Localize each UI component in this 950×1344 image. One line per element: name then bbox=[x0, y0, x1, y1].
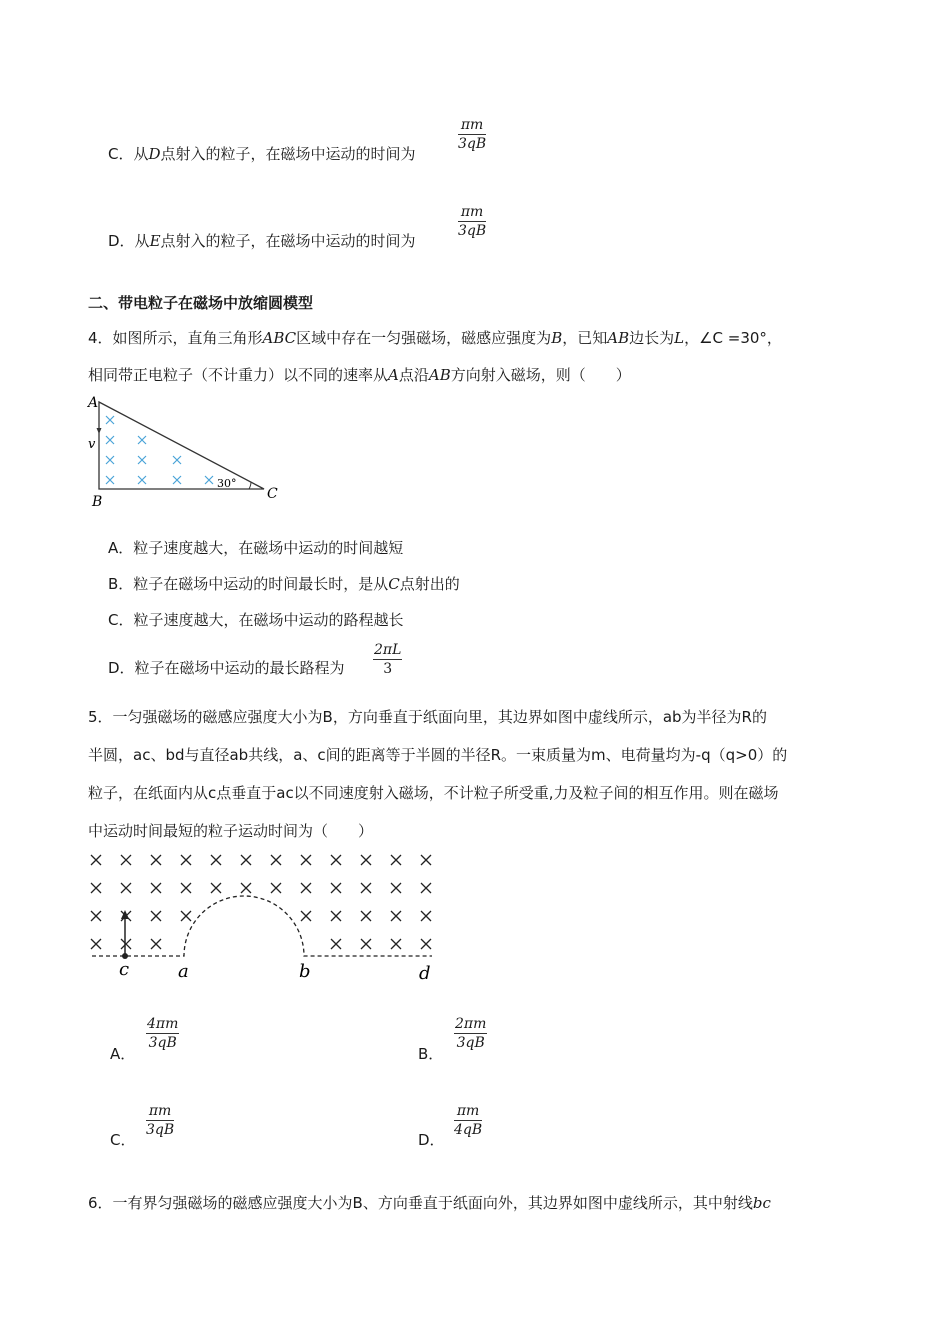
field-cross bbox=[151, 911, 161, 921]
q4-text: ，∠C =30°， bbox=[684, 329, 782, 347]
fraction-denominator: 3qB bbox=[458, 136, 487, 152]
field-cross bbox=[361, 911, 371, 921]
q6-text: 6．一有界匀强磁场的磁感应强度大小为B、方向垂直于纸面向外，其边界如图中虚线所示，其中射线 bbox=[88, 1194, 753, 1212]
field-cross bbox=[331, 939, 341, 949]
label-c: C bbox=[267, 486, 278, 502]
fraction-numerator: 4πm bbox=[147, 1016, 179, 1032]
field-cross bbox=[331, 855, 341, 865]
label-a: a bbox=[178, 961, 189, 982]
fraction-numerator: πm bbox=[458, 116, 486, 135]
q4-text: 4．如图所示，直角三角形 bbox=[88, 329, 263, 347]
field-cross bbox=[151, 855, 161, 865]
field-cross bbox=[121, 883, 131, 893]
q4-stem-line-1 bbox=[88, 327, 782, 348]
field-cross bbox=[91, 911, 101, 921]
q5-option-c-label: C． bbox=[110, 1131, 136, 1149]
magnetic-field-crosses bbox=[91, 855, 431, 949]
field-cross bbox=[301, 911, 311, 921]
label-c: c bbox=[119, 959, 130, 980]
section-heading: 二、带电粒子在磁场中放缩圆模型 bbox=[88, 294, 314, 312]
field-cross bbox=[421, 939, 431, 949]
label-angle: 30° bbox=[217, 477, 237, 490]
field-cross bbox=[181, 855, 191, 865]
q3-option-d-prefix: D．从 bbox=[108, 232, 150, 250]
q3-option-d bbox=[108, 230, 416, 251]
label-v: v bbox=[88, 437, 96, 452]
field-cross bbox=[301, 883, 311, 893]
field-cross bbox=[391, 939, 401, 949]
field-cross bbox=[301, 855, 311, 865]
q3-option-d-point: E bbox=[149, 232, 161, 250]
field-cross bbox=[181, 911, 191, 921]
field-cross bbox=[421, 883, 431, 893]
fraction-denominator: 3qB bbox=[148, 1035, 177, 1051]
q6-stem-line-1 bbox=[88, 1192, 771, 1213]
field-cross bbox=[121, 939, 131, 949]
q4-option-d: D．粒子在磁场中运动的最长路程为 bbox=[108, 659, 345, 677]
q4-text: 相同带正电粒子（不计重力）以不同的速率从 bbox=[88, 366, 389, 384]
q5-option-d-fraction bbox=[454, 1102, 482, 1139]
q4-var-a: A bbox=[388, 366, 399, 384]
field-cross bbox=[241, 883, 251, 893]
fraction-denominator: 3 bbox=[383, 661, 393, 677]
triangle-outline bbox=[99, 402, 264, 489]
field-cross bbox=[91, 883, 101, 893]
field-cross bbox=[121, 855, 131, 865]
label-a: A bbox=[88, 395, 99, 411]
field-cross bbox=[241, 855, 251, 865]
q3-option-c-point: D bbox=[148, 145, 161, 163]
fraction-denominator: 3qB bbox=[458, 223, 487, 239]
q4-option-a: A．粒子速度越大，在磁场中运动的时间越短 bbox=[108, 539, 404, 557]
field-cross bbox=[91, 939, 101, 949]
q4-var-l: L bbox=[674, 329, 685, 347]
field-cross bbox=[421, 855, 431, 865]
q5-field-figure bbox=[84, 848, 444, 988]
field-cross bbox=[331, 911, 341, 921]
q5-option-b-fraction bbox=[454, 1015, 487, 1052]
q4-option-b bbox=[108, 573, 460, 594]
field-cross bbox=[391, 883, 401, 893]
fraction-numerator: πm bbox=[454, 1102, 482, 1121]
fraction-denominator: 3qB bbox=[146, 1122, 175, 1138]
q4-var-ab: AB bbox=[428, 366, 451, 384]
q5-option-a-fraction bbox=[146, 1015, 179, 1052]
label-b: B bbox=[92, 494, 103, 510]
fraction-denominator: 3qB bbox=[456, 1035, 485, 1051]
fraction-denominator: 4qB bbox=[454, 1122, 483, 1138]
q3-option-c-prefix: C．从 bbox=[108, 145, 149, 163]
q3-option-c-suffix: 点射入的粒子，在磁场中运动的时间为 bbox=[160, 145, 416, 163]
q5-stem-line-1: 5．一匀强磁场的磁感应强度大小为B，方向垂直于纸面向里，其边界如图中虚线所示，ab为半径为R的 bbox=[88, 708, 767, 726]
label-d: d bbox=[419, 963, 431, 984]
q4-var-b: B bbox=[551, 329, 563, 347]
field-cross bbox=[181, 883, 191, 893]
angle-arc bbox=[249, 482, 251, 489]
magnetic-field-crosses bbox=[106, 416, 213, 484]
q4-text: ，已知 bbox=[562, 329, 608, 347]
q4-text: 方向射入磁场，则（ ） bbox=[450, 366, 631, 384]
field-cross bbox=[151, 939, 161, 949]
q4-text: 边长为 bbox=[629, 329, 675, 347]
q3-option-d-suffix: 点射入的粒子，在磁场中运动的时间为 bbox=[160, 232, 416, 250]
q4-text: 点沿 bbox=[398, 366, 429, 384]
field-cross bbox=[421, 911, 431, 921]
q5-option-c-fraction bbox=[146, 1102, 174, 1139]
q6-var-bc: bc bbox=[752, 1194, 771, 1212]
q4-text: 区域中存在一匀强磁场，磁感应强度为 bbox=[296, 329, 552, 347]
label-b: b bbox=[299, 961, 311, 982]
field-cross bbox=[361, 939, 371, 949]
velocity-arrow bbox=[97, 428, 102, 434]
q3-option-c bbox=[108, 143, 416, 164]
q5-option-a-label: A． bbox=[110, 1045, 136, 1063]
field-cross bbox=[211, 855, 221, 865]
q5-stem-line-4: 中运动时间最短的粒子运动时间为（ ） bbox=[88, 822, 374, 840]
field-cross bbox=[91, 855, 101, 865]
fraction-numerator: πm bbox=[146, 1102, 174, 1121]
field-cross bbox=[361, 855, 371, 865]
field-cross bbox=[211, 883, 221, 893]
fraction-numerator: πm bbox=[458, 203, 486, 222]
q5-stem-line-3: 粒子，在纸面内从c点垂直于ac以不同速度射入磁场，不计粒子所受重,力及粒子间的相互作用。则在磁场 bbox=[88, 784, 779, 802]
q3-option-c-fraction bbox=[458, 116, 486, 153]
q4-stem-line-2 bbox=[88, 364, 631, 385]
field-boundary bbox=[92, 896, 432, 956]
fraction-numerator: 2πm bbox=[455, 1016, 487, 1032]
q4-option-b-text: B．粒子在磁场中运动的时间最长时，是从 bbox=[108, 575, 389, 593]
q5-option-d-label: D． bbox=[418, 1131, 445, 1149]
fraction-numerator: 2πL bbox=[374, 642, 402, 658]
q5-option-b-label: B． bbox=[418, 1045, 444, 1063]
field-cross bbox=[391, 911, 401, 921]
field-cross bbox=[271, 855, 281, 865]
field-cross bbox=[361, 883, 371, 893]
q4-triangle-figure bbox=[84, 394, 284, 512]
field-cross bbox=[331, 883, 341, 893]
field-cross bbox=[391, 855, 401, 865]
q3-option-d-fraction bbox=[458, 203, 486, 240]
field-cross bbox=[151, 883, 161, 893]
field-cross bbox=[271, 883, 281, 893]
q4-option-b-suffix: 点射出的 bbox=[399, 575, 460, 593]
q4-triangle-name: ABC bbox=[262, 329, 297, 347]
q4-var-ab: AB bbox=[607, 329, 630, 347]
q5-stem-line-2: 半圆，ac、bd与直径ab共线，a、c间的距离等于半圆的半径R。一束质量为m、电荷量均为-q（q>0）的 bbox=[88, 746, 788, 764]
q4-option-d-fraction bbox=[373, 641, 402, 678]
q4-option-c: C．粒子速度越大，在磁场中运动的路程越长 bbox=[108, 611, 404, 629]
q4-option-b-point: C bbox=[388, 575, 400, 593]
